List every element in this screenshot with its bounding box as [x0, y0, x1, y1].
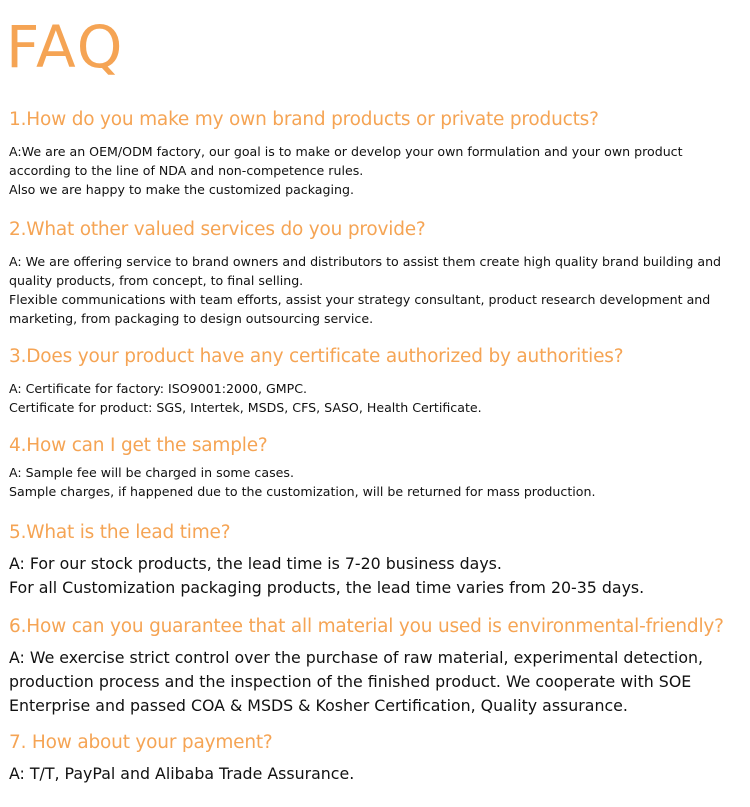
faq-item-6: [9, 615, 726, 718]
faq-item-5: [9, 521, 726, 600]
faq-question: 5.What is the lead time?: [9, 522, 231, 543]
answer-paragraph: A: We exercise strict control over the purchase of raw material, experimental detection, production process and the inspection of the finished product. We cooperate with SOE Enterprise and passed COA & MSDS & Kosher Certification, Quality assurance.: [9, 648, 704, 715]
faq-answer: [9, 762, 726, 786]
faq-question: 7. How about your payment?: [9, 732, 273, 753]
answer-paragraph: A: We are offering service to brand owners and distributors to assist them create high quality brand building and quality products, from concept, to final selling.: [9, 254, 722, 288]
faq-item-4: [9, 434, 726, 501]
answer-paragraph: Also we are happy to make the customized packaging.: [9, 182, 354, 197]
faq-answer: [9, 142, 726, 199]
answer-paragraph: For all Customization packaging products, the lead time varies from 20-35 days.: [9, 578, 645, 597]
faq-question: 1.How do you make my own brand products or private products?: [9, 109, 599, 130]
answer-paragraph: A: T/T, PayPal and Alibaba Trade Assurance.: [9, 764, 355, 783]
faq-answer: [9, 646, 726, 718]
answer-paragraph: A:We are an OEM/ODM factory, our goal is to make or develop your own formulation and your own product according to the line of NDA and non-competence rules.: [9, 144, 683, 178]
faq-item-7: [9, 731, 726, 786]
answer-paragraph: Sample charges, if happened due to the customization, will be returned for mass production.: [9, 484, 596, 499]
faq-item-3: [9, 345, 726, 417]
faq-answer: [9, 252, 726, 328]
faq-question: 4.How can I get the sample?: [9, 435, 268, 456]
answer-paragraph: Certificate for product: SGS, Intertek, MSDS, CFS, SASO, Health Certificate.: [9, 400, 482, 415]
faq-answer: [9, 379, 726, 417]
answer-paragraph: A: For our stock products, the lead time is 7-20 business days.: [9, 554, 502, 573]
faq-item-2: [9, 218, 726, 328]
faq-question: 2.What other valued services do you provide?: [9, 219, 426, 240]
faq-item-1: [9, 108, 726, 199]
page-title: FAQ: [6, 13, 125, 81]
faq-question: 6.How can you guarantee that all material you used is environmental-friendly?: [9, 616, 724, 637]
faq-answer: [9, 463, 726, 501]
answer-paragraph: Flexible communications with team efforts, assist your strategy consultant, product research development and marketing, from packaging to design outsourcing service.: [9, 292, 711, 326]
faq-question: 3.Does your product have any certificate authorized by authorities?: [9, 346, 624, 367]
answer-paragraph: A: Certificate for factory: ISO9001:2000, GMPC.: [9, 381, 308, 396]
answer-paragraph: A: Sample fee will be charged in some cases.: [9, 465, 294, 480]
faq-answer: [9, 552, 726, 600]
